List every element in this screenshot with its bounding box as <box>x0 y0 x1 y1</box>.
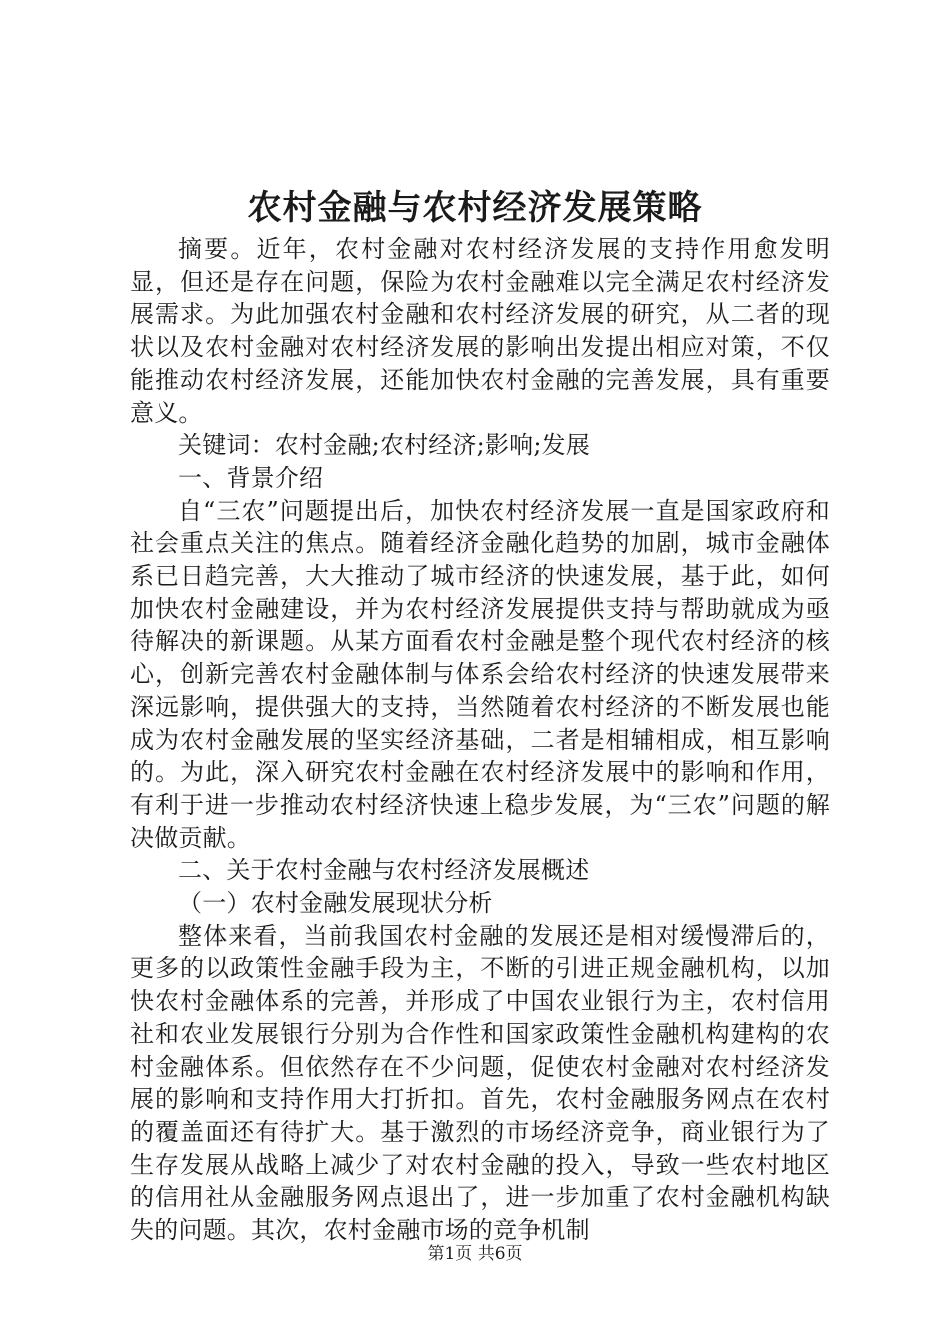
abstract-paragraph: 摘要。近年，农村金融对农村经济发展的支持作用愈发明显，但还是存在问题，保险为农村金融难以完全满足农村经济发展需求。为此加强农村金融和农村经济发展的研究，从二者的现状以及农村金融对农村经济发展的影响出发提出相应对策，不仅能推动农村经济发展，还能加快农村金融的完善发展，具有重要意义。 <box>130 235 830 427</box>
document-body <box>130 233 830 1247</box>
status-paragraph: 整体来看，当前我国农村金融的发展还是相对缓慢滞后的，更多的以政策性金融手段为主，不断的引进正规金融机构，以加快农村金融体系的完善，并形成了中国农业银行为主，农村信用社和农业发展银行分别为合作性和国家政策性金融机构建构的农村金融体系。但依然存在不少问题，促使农村金融对农村经济发展的影响和支持作用大打折扣。首先，农村金融服务网点在农村的覆盖面还有待扩大。基于激烈的市场经济竞争，商业银行为了生存发展从战略上减少了对农村金融的投入，导致一些农村地区的信用社从金融服务网点退出了，进一步加重了农村金融机构缺失的问题。其次，农村金融市场的竞争机制 <box>130 921 830 1245</box>
background-paragraph: 自“三农”问题提出后，加快农村经济发展一直是国家政府和社会重点关注的焦点。随着经济金融化趋势的加剧，城市金融体系已日趋完善，大大推动了城市经济的快速发展，基于此，如何加快农村金融建设，并为农村经济发展提供支持与帮助就成为亟待解决的新课题。从某方面看农村金融是整个现代农村经济的核心，创新完善农村金融体制与体系会给农村经济的快速发展带来深远影响，提供强大的支持，当然随着农村经济的不断发展也能成为农村金融发展的坚实经济基础，二者是相辅相成，相互影响的。为此，深入研究农村金融在农村经济发展中的影响和作用，有利于进一步推动农村经济快速上稳步发展，为“三农”问题的解决做贡献。 <box>130 496 830 852</box>
keywords-paragraph: 关键词：农村金融;农村经济;影响;发展 <box>178 431 591 460</box>
section-heading-overview: 二、关于农村金融与农村经济发展概述 <box>178 856 590 885</box>
section-heading-background: 一、背景介绍 <box>178 463 324 492</box>
page-footer: 第1页 共6页 <box>427 1244 523 1264</box>
subsection-heading-status: （一）农村金融发展现状分析 <box>178 889 493 918</box>
document-title: 农村金融与农村经济发展策略 <box>247 188 703 228</box>
